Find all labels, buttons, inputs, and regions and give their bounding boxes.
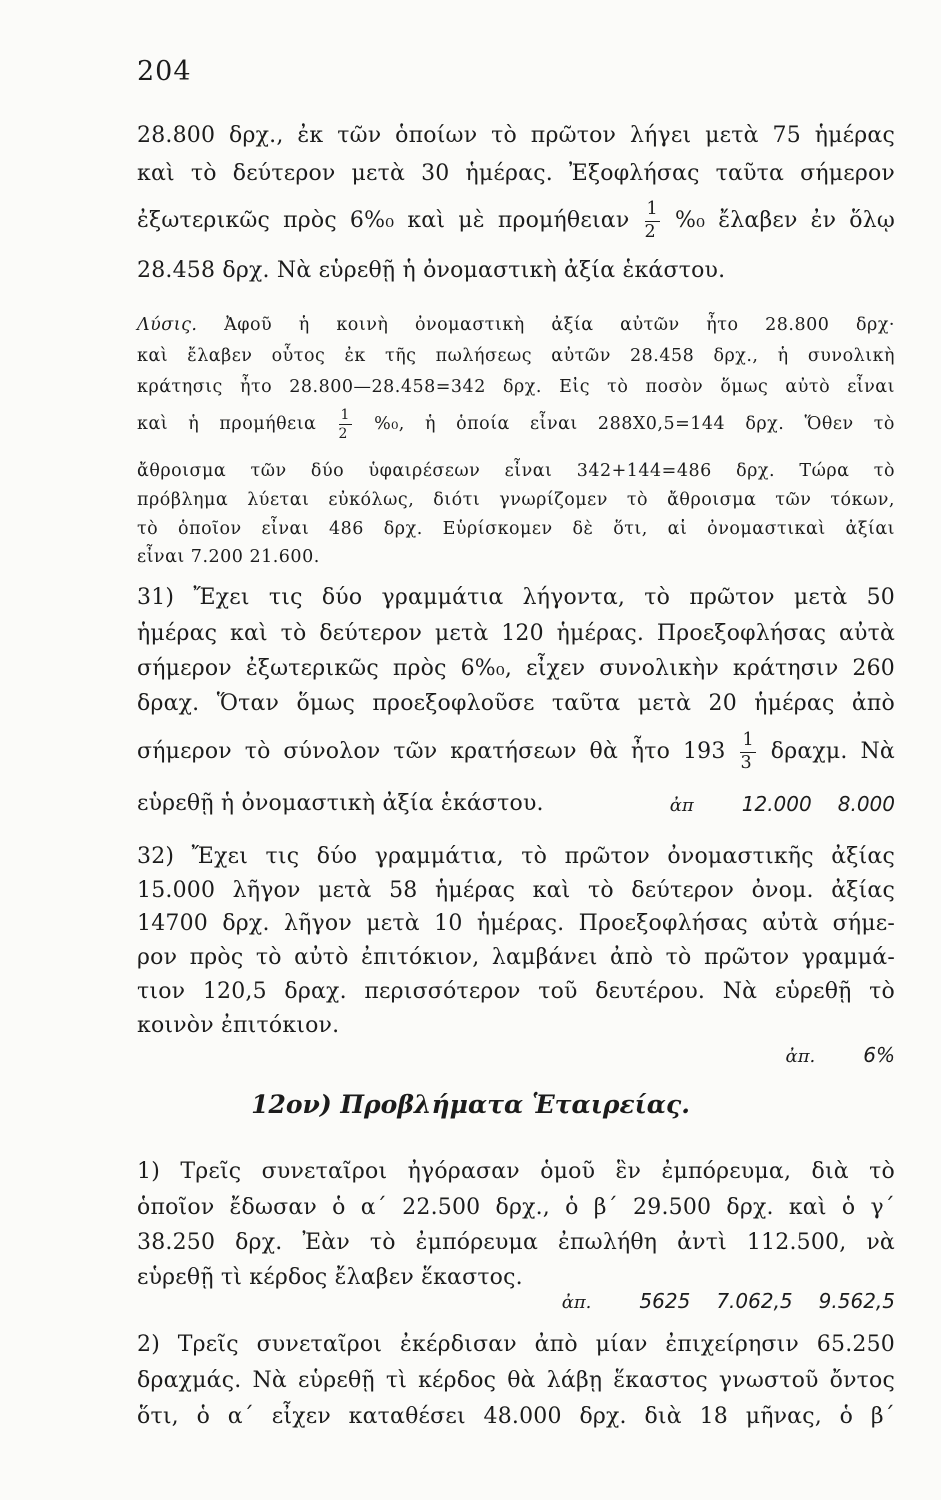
- text-line: 2) Τρεῖς συνεταῖροι ἐκέρδισαν ἀπὸ μίαν ἐπιχείρησιν 65.250: [137, 1332, 895, 1357]
- page-number: 204: [137, 56, 192, 87]
- solution-line: εἶναι 7.200 21.600.: [137, 547, 320, 567]
- fraction-numerator: 1: [740, 732, 755, 753]
- text-line: 38.250 δρχ. Ἐὰν τὸ ἐμπόρευμα ἐπωλήθη ἀντὶ 112.500, νὰ: [137, 1230, 895, 1255]
- text-segment: σήμερον τὸ σύνολον τῶν κρατήσεων θὰ ἦτο 193: [137, 739, 726, 765]
- solution-line: τὸ ὁποῖον εἶναι 486 δρχ. Εὑρίσκομεν δὲ ὅτι, αἱ ὀνομαστικαὶ ἀξίαι: [137, 519, 895, 539]
- text-line-with-fraction: [137, 201, 895, 241]
- answer: [562, 1289, 895, 1313]
- text-line: σήμερον ἐξωτερικῶς πρὸς 6%₀, εἶχεν συνολικὴν κράτησιν 260: [137, 656, 895, 681]
- text-segment: ἐξωτερικῶς πρὸς 6%₀ καὶ μὲ προμήθειαν: [137, 208, 630, 234]
- text-segment: %₀, ἡ ὁποία εἶναι 288Χ0,5=144 δρχ. Ὅθεν τὸ: [374, 414, 895, 434]
- solution-line-with-fraction: [137, 408, 895, 441]
- fraction-numerator: 1: [340, 407, 350, 423]
- answer: [670, 792, 895, 816]
- text-line: 28.458 δρχ. Νὰ εὑρεθῇ ἡ ὀνομαστικὴ ἀξία ἑκάστου.: [137, 258, 726, 283]
- fraction: [740, 732, 755, 772]
- text-line: 31) Ἔχει τις δύο γραμμάτια λήγοντα, τὸ πρῶτον μετὰ 50: [137, 585, 895, 610]
- text-segment: Ἀφοῦ ἡ κοινὴ ὀνομαστικὴ ἀξία αὐτῶν ἦτο 28.800 δρχ·: [224, 315, 895, 335]
- solution-line: ἄθροισμα τῶν δύο ὑφαιρέσεων εἶναι 342+144=486 δρχ. Τώρα τὸ: [137, 461, 895, 481]
- answer-value: 6%: [863, 1043, 895, 1067]
- answer: [786, 1043, 895, 1067]
- text-line: κοινὸν ἐπιτόκιον.: [137, 1013, 340, 1038]
- fraction-numerator: 1: [645, 201, 660, 222]
- text-line: καὶ τὸ δεύτερον μετὰ 30 ἡμέρας. Ἐξοφλήσας ταῦτα σήμερον: [137, 161, 895, 186]
- answer-value: 12.000: [741, 792, 812, 816]
- text-line: εὑρεθῇ ἡ ὀνομαστικὴ ἀξία ἑκάστου.: [137, 791, 544, 816]
- text-line: ὅτι, ὁ α΄ εἶχεν καταθέσει 48.000 δρχ. διὰ 18 μῆνας, ὁ β΄: [137, 1404, 895, 1429]
- text-segment: καὶ ἡ προμήθεια: [137, 414, 317, 434]
- answer-value: 7.062,5: [716, 1289, 793, 1313]
- answer-value: 9.562,5: [818, 1289, 895, 1313]
- answer-value: 8.000: [837, 792, 895, 816]
- text-line: 14700 δρχ. λῆγον μετὰ 10 ἡμέρας. Προεξοφλήσας αὐτὰ σήμε-: [137, 911, 895, 936]
- solution-line: καὶ ἔλαβεν οὗτος ἐκ τῆς πωλήσεως αὐτῶν 28.458 δρχ., ἡ συνολικὴ: [137, 346, 895, 366]
- fraction: [339, 408, 352, 441]
- text-line: 28.800 δρχ., ἐκ τῶν ὁποίων τὸ πρῶτον λήγει μετὰ 75 ἡμέρας: [137, 123, 895, 148]
- section-heading: 12ον) Προβλήματα Ἑταιρείας.: [251, 1090, 690, 1119]
- text-line: τιον 120,5 δραχ. περισσότερον τοῦ δευτέρου. Νὰ εὑρεθῇ τὸ: [137, 979, 895, 1004]
- text-line: 32) Ἔχει τις δύο γραμμάτια, τὸ πρῶτον ὀνομαστικῆς ἀξίας: [137, 844, 895, 869]
- text-line: 1) Τρεῖς συνεταῖροι ἠγόρασαν ὁμοῦ ἓν ἐμπόρευμα, διὰ τὸ: [137, 1159, 895, 1184]
- solution-line: [137, 312, 895, 338]
- text-line: ὁποῖον ἔδωσαν ὁ α΄ 22.500 δρχ., ὁ β΄ 29.500 δρχ. καὶ ὁ γ΄: [137, 1195, 895, 1220]
- text-line: ρον πρὸς τὸ αὐτὸ ἐπιτόκιον, λαμβάνει ἀπὸ τὸ πρῶτον γραμμά-: [137, 945, 895, 970]
- solution-line: πρόβλημα λύεται εὐκόλως, διότι γνωρίζομεν τὸ ἄθροισμα τῶν τόκων,: [137, 490, 895, 510]
- solution-line: κράτησις ἦτο 28.800—28.458=342 δρχ. Εἰς τὸ ποσὸν ὅμως αὐτὸ εἶναι: [137, 377, 895, 397]
- solution-label: Λύσις.: [137, 315, 198, 335]
- text-line: 15.000 λῆγον μετὰ 58 ἡμέρας καὶ τὸ δεύτερον ὀνομ. ἀξίας: [137, 878, 895, 903]
- fraction-denominator: 2: [644, 221, 656, 242]
- text-segment: δραχμ. Νὰ: [770, 739, 895, 765]
- answer-value: 5625: [639, 1289, 691, 1313]
- fraction-denominator: 3: [740, 752, 752, 773]
- text-segment: %₀ ἔλαβεν ἐν ὅλῳ: [675, 208, 896, 234]
- text-line: εὑρεθῇ τὶ κέρδος ἔλαβεν ἕκαστος.: [137, 1265, 523, 1290]
- answer-prefix: ἀπ.: [561, 1292, 592, 1313]
- answer-prefix: ἀπ.: [785, 1046, 816, 1067]
- text-line: ἡμέρας καὶ τὸ δεύτερον μετὰ 120 ἡμέρας. Προεξοφλήσας αὐτὰ: [137, 621, 895, 646]
- fraction: [645, 201, 660, 241]
- fraction-denominator: 2: [338, 426, 348, 442]
- text-line-with-fraction: [137, 732, 895, 772]
- text-line: δραχ. Ὅταν ὅμως προεξοφλοῦσε ταῦτα μετὰ 20 ἡμέρας ἀπὸ: [137, 691, 895, 716]
- text-line: δραχμάς. Νὰ εὑρεθῇ τὶ κέρδος θὰ λάβῃ ἕκαστος γνωστοῦ ὄντος: [137, 1368, 895, 1393]
- answer-prefix: ἀπ: [669, 795, 694, 816]
